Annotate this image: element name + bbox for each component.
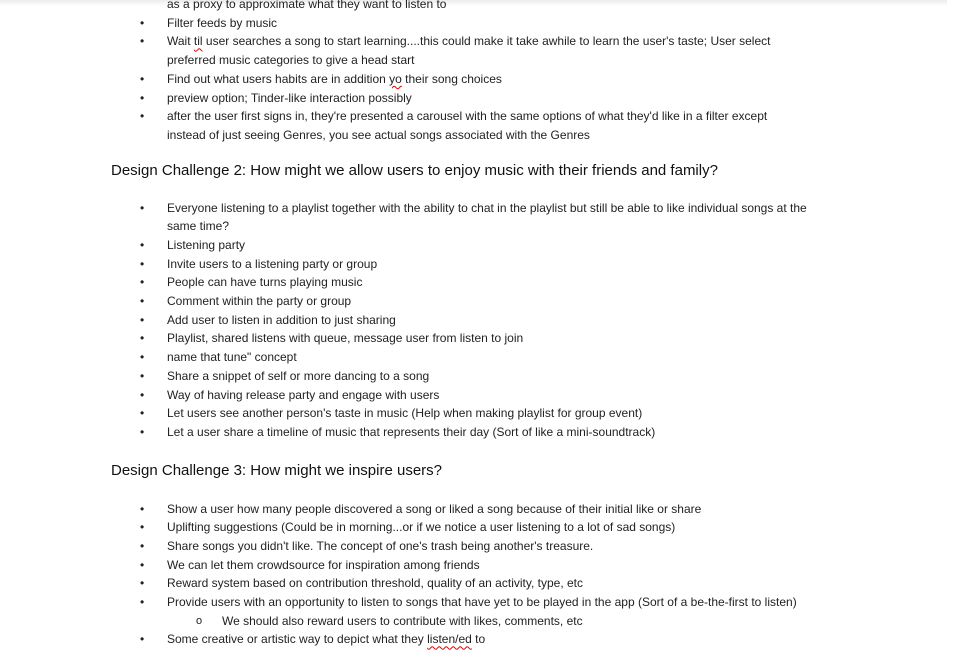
- list-item: [0, 0, 770, 14]
- list-item-text: Add user to listen in addition to just sharing: [167, 312, 396, 327]
- bullet-icon: •: [140, 15, 145, 30]
- bullet-icon: •: [140, 557, 145, 572]
- list-item: [0, 556, 797, 575]
- list-item: [0, 574, 797, 593]
- list-item-text: Show a user how many people discovered a song or liked a song because of their initial like or share: [167, 501, 702, 516]
- list-item: [0, 107, 770, 144]
- list-item-text: preview option; Tinder-like interaction possibly: [167, 90, 412, 105]
- spellcheck-underlined-word[interactable]: til: [193, 34, 203, 49]
- list-item-text: People can have turns playing music: [167, 275, 363, 290]
- bullet-icon: •: [140, 424, 145, 439]
- list-item: [0, 630, 797, 649]
- idea-list-challenge-3: [0, 500, 797, 650]
- sub-bullet-icon: o: [196, 614, 203, 627]
- list-item-text: Let users see another person's taste in music (Help when making playlist for group event): [167, 406, 643, 421]
- list-item: [0, 386, 807, 405]
- idea-list-challenge-1: [0, 0, 770, 145]
- list-item: [0, 199, 807, 236]
- bullet-icon: •: [140, 576, 145, 591]
- sub-list-item: [0, 612, 797, 631]
- list-item: [0, 70, 770, 89]
- bullet-icon: •: [140, 368, 145, 383]
- bullet-icon: •: [140, 312, 145, 327]
- list-item-text: instead of just seeing Genres, you see actual songs associated with the Genres: [167, 127, 590, 142]
- bullet-icon: •: [140, 595, 145, 610]
- list-item-text: Uplifting suggestions (Could be in morning...or if we notice a user listening to a lot of sad songs): [167, 520, 676, 535]
- list-item-text: preferred music categories to give a head start: [167, 53, 415, 68]
- bullet-icon: •: [140, 256, 145, 271]
- list-item: [0, 236, 807, 255]
- list-item: [0, 273, 807, 292]
- list-item-text: name that tune" concept: [167, 350, 297, 365]
- list-item: [0, 14, 770, 33]
- bullet-icon: •: [140, 331, 145, 346]
- list-item-text: Find out what users habits are in addition yo their song choices: [167, 71, 502, 86]
- list-item: [0, 32, 770, 69]
- list-item-text: Way of having release party and engage with users: [167, 387, 440, 402]
- bullet-icon: •: [140, 406, 145, 421]
- bullet-icon: •: [140, 294, 145, 309]
- list-item: [0, 423, 807, 442]
- bullet-icon: •: [140, 237, 145, 252]
- bullet-icon: •: [140, 350, 145, 365]
- spellcheck-underlined-word[interactable]: listen/ed: [427, 632, 472, 647]
- list-item: [0, 537, 797, 556]
- list-item: [0, 367, 807, 386]
- list-item: [0, 593, 797, 612]
- list-item: [0, 255, 807, 274]
- bullet-icon: •: [140, 90, 145, 105]
- list-item: [0, 500, 797, 519]
- bullet-icon: •: [140, 501, 145, 516]
- list-item: [0, 89, 770, 108]
- list-item-text: Playlist, shared listens with queue, message user from listen to join: [167, 331, 524, 346]
- list-item-text: Listening party: [167, 237, 246, 252]
- list-item-text: after the user first signs in, they're presented a carousel with the same options of what they'd like in a filter except: [167, 109, 768, 124]
- list-item-text: Filter feeds by music: [167, 15, 278, 30]
- list-item-text: We should also reward users to contribute with likes, comments, etc: [222, 613, 583, 628]
- bullet-icon: •: [140, 71, 145, 86]
- list-item-text: same time?: [167, 219, 230, 234]
- list-item-text: Provide users with an opportunity to listen to songs that have yet to be played in the app (Sort of a be-the-first to listen): [167, 595, 797, 610]
- list-item-text: Share a snippet of self or more dancing to a song: [167, 368, 430, 383]
- list-item-text: Invite users to a listening party or group: [167, 256, 378, 271]
- heading-design-challenge-3: Design Challenge 3: How might we inspire users?: [111, 462, 442, 479]
- list-item: [0, 348, 807, 367]
- bullet-icon: •: [140, 200, 145, 215]
- list-item-text: as a proxy to approximate what they want to listen to: [167, 0, 447, 11]
- list-item: [0, 292, 807, 311]
- list-item-text: Let a user share a timeline of music that represents their day (Sort of like a mini-soundtrack): [167, 424, 656, 439]
- bullet-icon: •: [140, 275, 145, 290]
- list-item-text: Reward system based on contribution threshold, quality of an activity, type, etc: [167, 576, 583, 591]
- heading-design-challenge-2: Design Challenge 2: How might we allow users to enjoy music with their friends and family?: [111, 162, 718, 179]
- spellcheck-underlined-word[interactable]: yo: [389, 71, 402, 86]
- bullet-icon: •: [140, 34, 145, 49]
- list-item-text: Comment within the party or group: [167, 294, 352, 309]
- list-item-text: Everyone listening to a playlist together with the ability to chat in the playlist but still be able to like individual songs at the: [167, 200, 807, 215]
- list-item: [0, 518, 797, 537]
- bullet-icon: •: [140, 538, 145, 553]
- bullet-icon: •: [140, 632, 145, 647]
- list-item: [0, 311, 807, 330]
- list-item-text: Wait til user searches a song to start learning....this could make it take awhile to learn the user's taste; User select: [167, 34, 771, 49]
- bullet-icon: •: [140, 109, 145, 124]
- idea-list-challenge-2: [0, 199, 807, 442]
- list-item: [0, 329, 807, 348]
- bullet-icon: •: [140, 387, 145, 402]
- list-item-text: We can let them crowdsource for inspiration among friends: [167, 557, 480, 572]
- list-item: [0, 404, 807, 423]
- bullet-icon: •: [140, 520, 145, 535]
- list-item-text: Share songs you didn't like. The concept of one's trash being another's treasure.: [167, 538, 594, 553]
- list-item-text: Some creative or artistic way to depict what they listen/ed to: [167, 632, 486, 647]
